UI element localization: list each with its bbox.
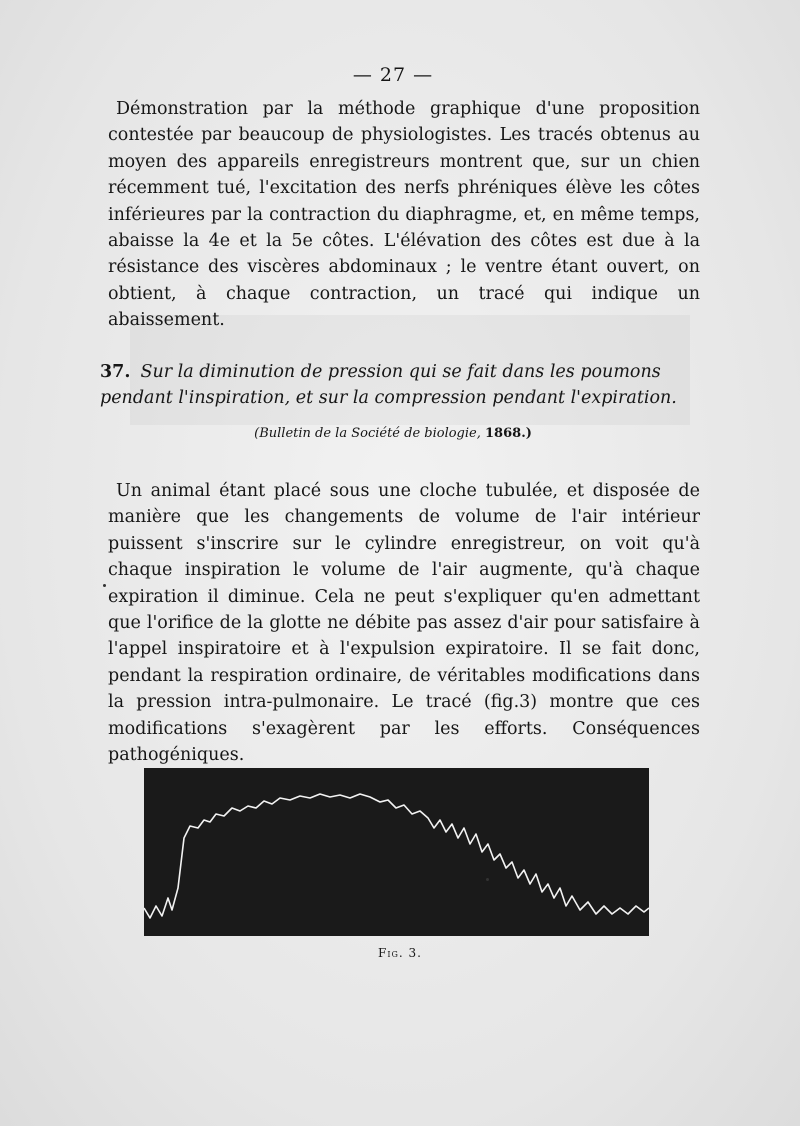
page-number: — 27 — — [352, 64, 434, 86]
trace-svg — [144, 768, 649, 936]
section-heading — [100, 359, 700, 412]
citation-source: (Bulletin de la Société de biologie, — [254, 426, 481, 441]
citation — [0, 426, 786, 441]
paragraph-demonstration: Démonstration par la méthode graphique d'une proposition contestée par beaucoup de physiologistes. Les tracés obtenus au moyen des appareils enregistreurs montrent que, sur un chien récemment tué, l'excitation des nerfs phréniques élève les côtes inférieures par la contraction du diaphragme, et, en même temps, abaisse la 4e et la 5e côtes. L'élévation des côtes est due à la résistance des viscères abdominaux ; le ventre étant ouvert, on obtient, à chaque contraction, un tracé qui indique un abaissement. — [108, 99, 700, 331]
figure-caption: Fig. 3. — [378, 946, 422, 960]
citation-year: 1868.) — [485, 426, 532, 441]
trace-background — [144, 768, 649, 936]
paragraph-experiment: Un animal étant placé sous une cloche tubulée, et disposée de manière que les changements de volume de l'air intérieur puissent s'inscrire sur le cylindre enregistreur, on voit qu'à chaque inspiration le volume de l'air augmente, qu'à chaque expiration il diminue. Cela ne peut s'expliquer qu'en admettant que l'orifice de la glotte ne débite pas assez d'air pour satisfaire à l'appel inspiratoire et à l'expulsion expiratoire. Il se fait donc, pendant la respiration ordinaire, de véritables modifications dans la pression intra-pulmonaire. Le tracé (fig.3) montre que ces modifications s'exagèrent par les efforts. Conséquences pathogéniques. — [108, 481, 700, 766]
section-title: Sur la diminution de pression qui se fait dans les poumons pendant l'inspiration, et sur la compression pendant l'expiration. — [100, 362, 677, 409]
ink-speck — [486, 878, 489, 881]
section-number: 37. — [100, 362, 131, 382]
figure-trace — [144, 768, 649, 936]
ink-speck — [103, 584, 106, 587]
